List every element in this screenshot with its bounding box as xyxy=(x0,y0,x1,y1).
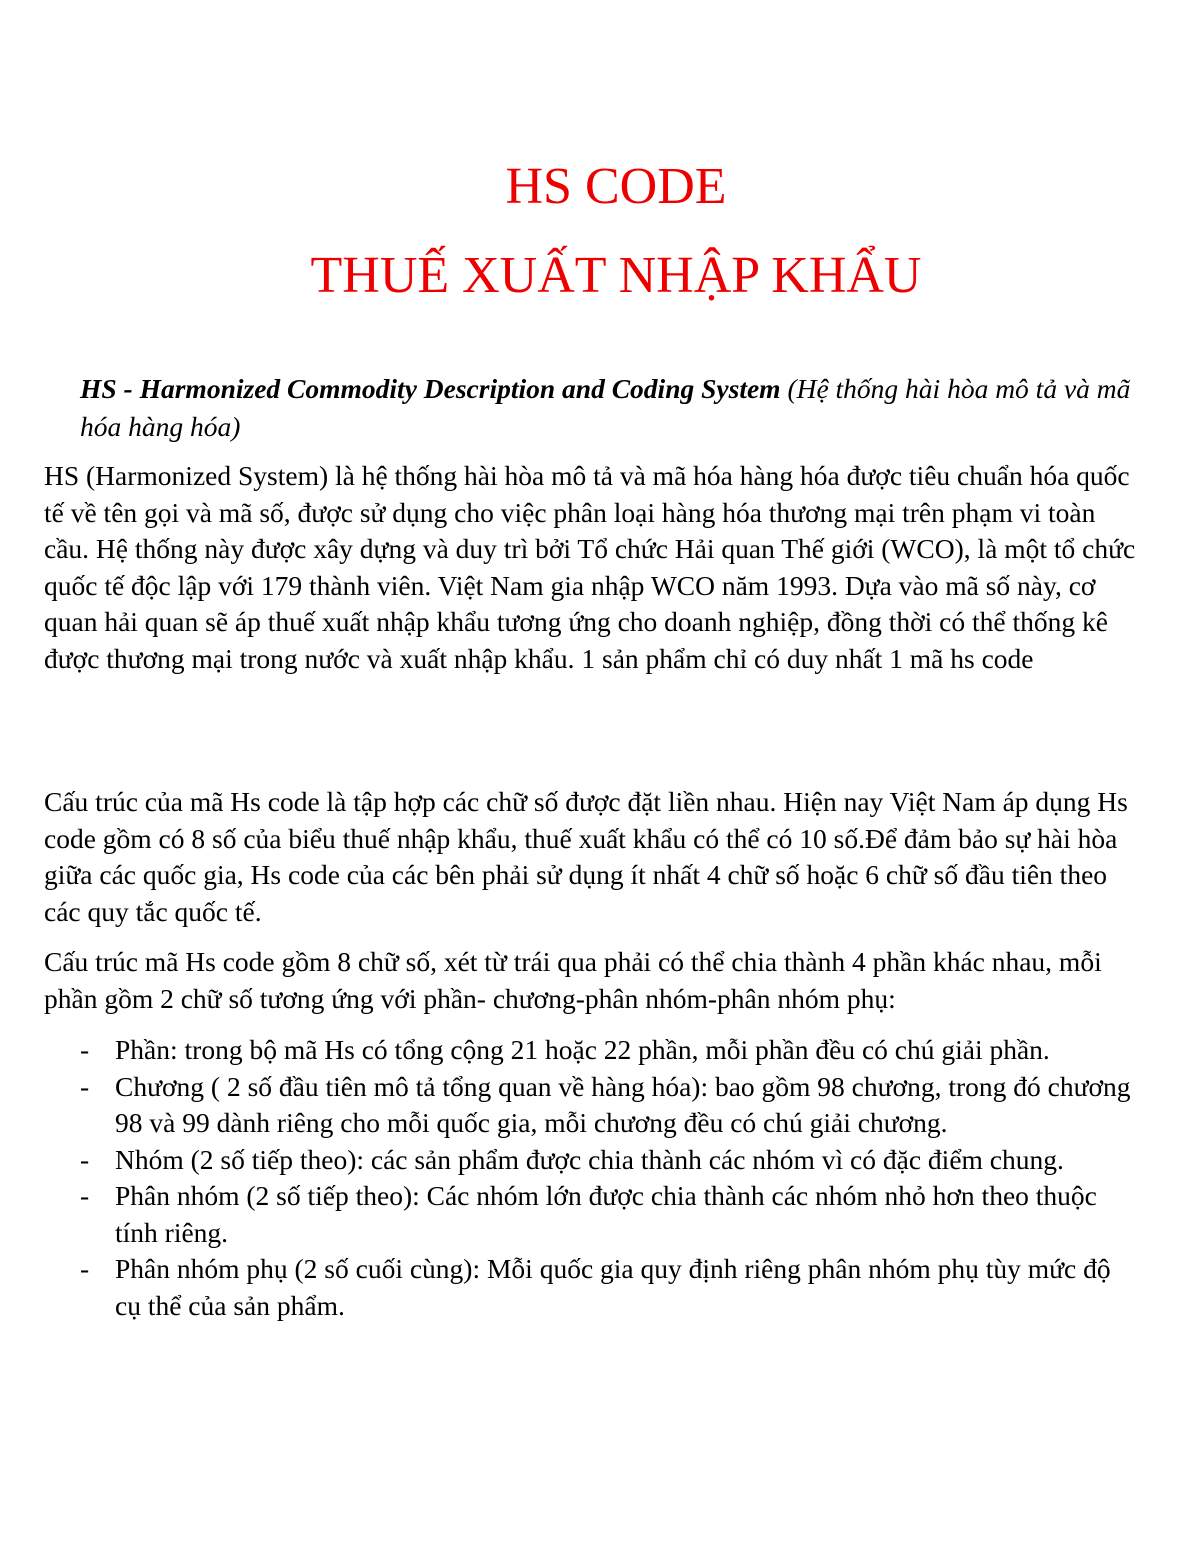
subtitle-term: HS - Harmonized Commodity Description and Coding System xyxy=(80,373,781,404)
paragraph-hs-structure: Cấu trúc của mã Hs code là tập hợp các chữ số được đặt liền nhau. Hiện nay Việt Nam áp dụng Hs code gồm có 8 số của biểu thuế nhập khẩu, thuế xuất khẩu có thể có 10 số.Để đảm bảo sự hài hòa giữa các quốc gia, Hs code của các bên phải sử dụng ít nhất 4 chữ số hoặc 6 chữ số đầu tiên theo các quy tắc quốc tế. xyxy=(44,786,1128,927)
subtitle xyxy=(80,370,1140,446)
list-item xyxy=(0,1069,1200,1142)
paragraph-hs-definition: HS (Harmonized System) là hệ thống hài hòa mô tả và mã hóa hàng hóa được tiêu chuẩn hóa quốc tế về tên gọi và mã số, được sử dụng cho việc phân loại hàng hóa thương mại trên phạm vi toàn cầu. Hệ thống này được xây dựng và duy trì bởi Tổ chức Hải quan Thế giới (WCO), là một tổ chức quốc tế độc lập với 179 thành viên. Việt Nam gia nhập WCO năm 1993. Dựa vào mã số này, cơ quan hải quan sẽ áp thuế xuất nhập khẩu tương ứng cho doanh nghiệp, đồng thời có thể thống kê được thương mại trong nước và xuất nhập khẩu. 1 sản phẩm chỉ có duy nhất 1 mã hs code xyxy=(44,460,1136,674)
list-item xyxy=(0,1251,1200,1324)
paragraph-hs-parts: Cấu trúc mã Hs code gồm 8 chữ số, xét từ trái qua phải có thể chia thành 4 phần khác nhau, mỗi phần gồm 2 chữ số tương ứng với phần- chương-phân nhóm-phân nhóm phụ: xyxy=(44,946,1102,1014)
bullet-dash: - xyxy=(80,1180,90,1211)
list-item xyxy=(0,1142,1200,1179)
title-line-2: THUẾ XUẤT NHẬP KHẨU xyxy=(310,247,922,304)
document-title xyxy=(0,142,1200,320)
title-line-1: HS CODE xyxy=(505,158,727,215)
subtitle-translation: (Hệ thống hài hòa mô tả và mã hóa hàng hóa) xyxy=(80,373,1131,442)
list-item xyxy=(0,1178,1200,1251)
list-item xyxy=(0,1032,1200,1069)
bullet-dash: - xyxy=(80,1070,90,1102)
list-item-text: Phần: trong bộ mã Hs có tổng cộng 21 hoặc 22 phần, mỗi phần đều có chú giải phần. xyxy=(115,1034,1050,1065)
list-item-text: Phân nhóm (2 số tiếp theo): Các nhóm lớn được chia thành các nhóm nhỏ hơn theo thuộc tính riêng. xyxy=(115,1180,1097,1248)
bullet-list xyxy=(0,1032,1200,1324)
bullet-dash: - xyxy=(80,1253,90,1284)
list-item-text: Chương ( 2 số đầu tiên mô tả tổng quan về hàng hóa): bao gồm 98 chương, trong đó chương 98 và 99 dành riêng cho mỗi quốc gia, mỗi chương đều có chú giải chương. xyxy=(115,1070,1131,1138)
list-item-text: Phân nhóm phụ (2 số cuối cùng): Mỗi quốc gia quy định riêng phân nhóm phụ tùy mức độ cụ thể của sản phẩm. xyxy=(115,1253,1111,1321)
bullet-dash: - xyxy=(80,1034,90,1065)
list-item-text: Nhóm (2 số tiếp theo): các sản phẩm được chia thành các nhóm vì có đặc điểm chung. xyxy=(115,1143,1064,1175)
bullet-dash: - xyxy=(80,1143,90,1175)
